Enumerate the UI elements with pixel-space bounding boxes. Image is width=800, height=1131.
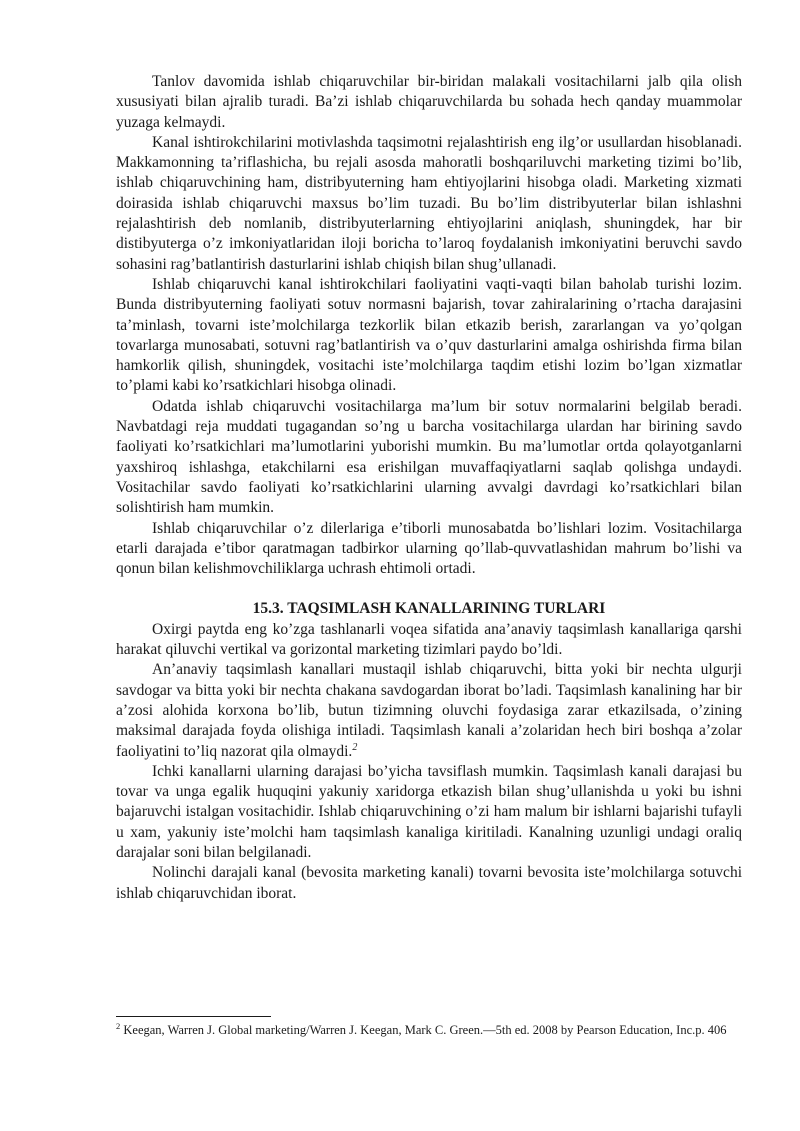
footnote — [116, 1021, 742, 1039]
page-body — [116, 72, 742, 904]
paragraph: Tanlov davomida ishlab chiqaruvchilar bir-biridan malakali vositachilarni jalb qila olish xususiyati bilan ajralib turadi. Ba’zi ishlab chiqaruvchilarda bu sohada hech qanday muammolar yuzaga kelmaydi. — [116, 73, 742, 131]
footnote-text: Keegan, Warren J. Global marketing/Warren J. Keegan, Mark C. Green.—5th ed. 2008 by Pearson Education, Inc.p. 406 — [120, 1023, 727, 1037]
section-heading: 15.3. TAQSIMLASH KANALLARINING TURLARI — [252, 600, 606, 618]
paragraph: Ishlab chiqaruvchi kanal ishtirokchilari faoliyatini vaqti-vaqti bilan baholab turishi lozim. Bunda distribyuterning faoliyati sotuv normasni bajarish, tovar zahiralarining o’rtacha darajasini ta’minlash, tovarni iste’molchilarga tezkorlik bilan etkazib berish, zararlangan va yo’qolgan tovarlarga munosabati, sotuvni rag’batlantirish va o’quv dasturlarini amalga oshirishda firma bilan hamkorlik qilish, shuningdek, vositachi iste’molchilarga taqdim etishi lozim bo’lgan xizmatlar to’plami kabi ko’rsatkichlari hisobga olinadi. — [116, 275, 742, 395]
paragraph: Kanal ishtirokchilarini motivlashda taqsimotni rejalashtirish eng ilg’or usullardan hisoblanadi. Makkamonning ta’riflashicha, bu rejali asosda mahoratli boshqariluvchi marketing tizimi bo’lib, ishlab chiqaruvchining ham, distribyuterning ham ehtiyojlarini hisobga oladi. Marketing xizmati doirasida ishlab chiqaruvchi maxsus bo’lim tuzadi. Bu bo’lim distribyuterlar bilan ishlashni rejalashtirish deb nomlanib, distribyuterlarning ehtiyojlarini aniqlash, shuningdek, har bir distibyuterga o’z imkoniyatlaridan iloji boricha to’laroq foydalanish imkoniyatini beruvchi savdo sohasini rag’batlantirish dasturlarini ishlab chiqish bilan shug’ullanadi. — [116, 133, 742, 273]
paragraph-with-footnote-ref — [116, 660, 742, 761]
paragraph: Odatda ishlab chiqaruvchi vositachilarga ma’lum bir sotuv normalarini belgilab beradi. Navbatdagi reja muddati tugagandan so’ng u barcha vositachilarga ulardan har birining savdo faoliyati ko’rsatkichlari ma’lumotlarini yuborishi mumkin. Bu ma’lumotlar ortda qolayotganlarni yaxshiroq ishlashga, etakchilarni esa erishilgan muvaffaqiyatlarni saqlab qolishga undaydi. Vositachilar savdo faoliyati ko’rsatkichlarini ularning avvalgi davrdagi ko’rsatkichlari bilan solishtirish ham mumkin. — [116, 397, 742, 517]
paragraph-text: An’anaviy taqsimlash kanallari mustaqil ishlab chiqaruvchi, bitta yoki bir nechta ulgurji savdogar va bitta yoki bir nechta chakana savdogardan iborat bo’ladi. Taqsimlash kanalining har bir a’zosi alohida korxona bo’lib, butun tizimning oluvchi foydasiga zarar etkazilsada, o’zining maksimal darajada foyda olishiga intiladi. Taqsimlash kanali a’zolaridan hech biri boshqa a’zolar faoliyatini to’liq nazorat qila olmaydi. — [116, 661, 742, 760]
footnote-marker: 2 — [116, 1020, 121, 1031]
paragraph: Oxirgi paytda eng ko’zga tashlanarli voqea sifatida ana’anaviy taqsimlash kanallariga qarshi harakat qiluvchi vertikal va gorizontal marketing tizimlari paydo bo’ldi. — [116, 620, 742, 659]
paragraph: Ishlab chiqaruvchilar o’z dilerlariga e’tiborli munosabatda bo’lishlari lozim. Vositachilarga etarli darajada e’tibor qaratmagan tadbirkor ularning qo’llab-quvvatlashidan mahrum bo’lishi va qonun bilan kelishmovchiliklarga uchrash ehtimoli ortadi. — [116, 519, 742, 578]
paragraph: Nolinchi darajali kanal (bevosita marketing kanali) tovarni bevosita iste’molchilarga sotuvchi ishlab chiqaruvchidan iborat. — [116, 864, 742, 902]
footnote-reference[interactable]: 2 — [352, 741, 358, 753]
paragraph: Ichki kanallarni ularning darajasi bo’yicha tavsiflash mumkin. Taqsimlash kanali darajasi bu tovar va unga egalik huquqini yakuniy xaridorga etkazish bilan shug’ullanishda u yoki bu ishni bajaruvchi istalgan vositachidir. Ishlab chiqaruvchining o’zi ham malum bir ishlarni bajarishi tufayli u xam, yakuniy iste’molchi ham taqsimlash kanaliga kiritiladi. Kanalning uzunligi undagi oraliq darajalar soni bilan belgilanadi. — [116, 762, 742, 861]
footnote-separator — [116, 1016, 271, 1017]
